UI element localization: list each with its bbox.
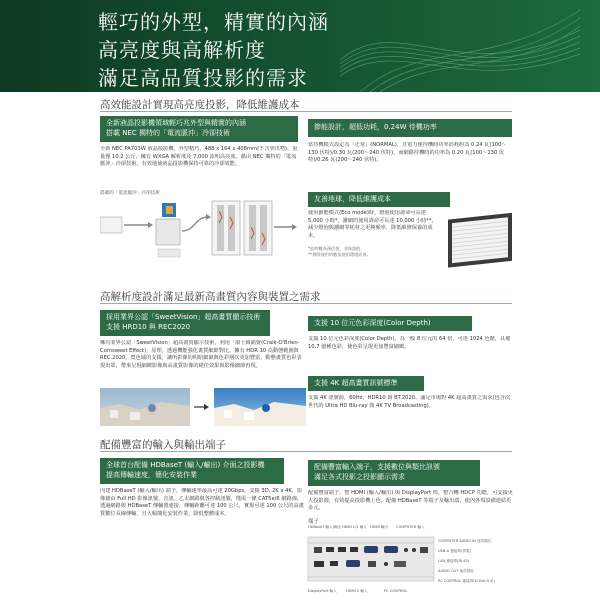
hero-line-1: 輕巧的外型，精實的內涵 bbox=[98, 10, 329, 34]
diagram-caption: 搭載的「電流脈沖」冷卻技術 bbox=[100, 191, 160, 196]
band-line: 搭載 NEC 獨特的「電流脈沖」冷卻技術 bbox=[106, 129, 230, 137]
section-rule bbox=[100, 451, 512, 452]
band-line: 滿足各式投影之投影顯示需求 bbox=[314, 473, 405, 481]
port-label-usb: USB-A 連接埠(供電) bbox=[438, 549, 471, 553]
feature-band-4k: 支援 4K 超高畫質訊號標準 bbox=[308, 376, 424, 391]
port-label-hdmi2: HDMI 2 輸入 bbox=[346, 589, 368, 593]
feature-band-eco: 友善地球，降低維護成本 bbox=[308, 192, 450, 207]
section-title-ports: 配備豐富的輸入與輸出端子 bbox=[100, 439, 226, 451]
port-label-lan: LAN 連接埠(RJ-45) bbox=[438, 559, 470, 563]
band-line: 支援 HRD10 與 REC2020 bbox=[106, 323, 191, 331]
comparison-photos bbox=[100, 388, 306, 426]
inputs-paragraph: 配備豐富端子，整 HDMI (輸入/輸出) 與 DisplayPort 埠，整合轉 HDCP 功能，可支援更大投影源，有效提高投影機上色，配備 HDBaseT 等端子及輸出端，使內各項設備連結更多元。 bbox=[308, 490, 513, 512]
4k-paragraph: 支援 4K 訊號源，60Hz，HDR10 與 BT.2020，滿足市場對 4K 超高畫質之需求(包含次世代的 Ultra HD Blu-ray 與 4K TV Broadcasting)。 bbox=[308, 395, 511, 409]
section-rule bbox=[100, 111, 512, 112]
port-label-computer-in: COMPUTER 輸入 bbox=[396, 525, 425, 529]
ports-panel bbox=[306, 523, 520, 600]
cooling-diagram bbox=[100, 197, 300, 259]
band-line: 配備豐富輸入端子，支援數位與類比訊號 bbox=[314, 463, 440, 471]
port-label-hdmi-out: HDMI 輸出 bbox=[370, 525, 388, 529]
band-line: 提高傳輸速度，簡化安裝作業 bbox=[106, 471, 197, 479]
feature-band-sweetvision bbox=[100, 310, 270, 336]
eco-note-2: **實際使用時數依使用環境而異。 bbox=[308, 252, 371, 257]
band-line: 採用業界公認「SweetVision」超高畫質顯示技術 bbox=[106, 313, 261, 321]
port-label-audio-out: AUDIO OUT 迷你插孔 bbox=[438, 569, 475, 573]
band-line: 全球首台配備 HDBaseT (輸入/輸出) 介面之投影機 bbox=[106, 461, 265, 469]
section-title-efficiency: 高效能設計實現高亮度投影，降低維護成本 bbox=[100, 99, 300, 111]
port-label-audio-in: COMPUTER AUDIO IN 迷你插孔 bbox=[438, 539, 492, 543]
ports-title: 端子 bbox=[308, 519, 319, 525]
eco-paragraph: 使用節能模式(Eco mode)時，燈泡使用壽命可長達 5,000 小時*，濾網的使用壽命可長達 10,000 小時**，減少燈泡與濾網等耗材之更換頻率，降低維修保養的成本。 bbox=[308, 210, 437, 239]
hero-line-3: 滿足高品質投影的需求 bbox=[98, 66, 308, 90]
rear-panel-illustration bbox=[306, 533, 436, 585]
sweetvision-paragraph: 擁有業界公認「SweetVision」超高畫質顯示技術，利用「康士維錯覺(Craik-O'Brien-Cornsweet Effect)」原理，透過機能強化畫質細節對比，擁有 HDR 10 高動態範圍與 REC.2020，寬色域的支援，讓所影像的明暗細節與色彩層次更加豐富，動態畫質色彩表現出眾，帶來呈現細緻影像與高畫質影像的絕佳效果與影像細節再現。 bbox=[100, 340, 302, 369]
feature-band-cooling bbox=[100, 116, 298, 142]
band-line: 全新液晶投影機領域輕巧兆外型與精實的內涵 bbox=[106, 119, 246, 127]
port-label-hdmi-in: HDMI 1/2 輸入 bbox=[342, 525, 367, 529]
section-rule bbox=[100, 303, 512, 304]
port-label-displayport: DisplayPort 輸入 bbox=[308, 589, 337, 593]
section-title-resolution: 高解析度設計滿足最新高畫質內容與裝置之需求 bbox=[100, 291, 321, 303]
port-label-pc-control: PC CONTROL bbox=[384, 589, 408, 593]
port-label-hdbaset: HDBaseT 輸入/輸出 bbox=[308, 525, 342, 529]
feature-band-color-depth: 支援 10 位元色彩深度(Color Depth) bbox=[308, 316, 472, 331]
feature-band-inputs bbox=[308, 460, 480, 486]
feature-band-hdbaset bbox=[100, 458, 284, 484]
feature-band-power: 節能設計，超低功耗，0.24W 待機功率 bbox=[308, 119, 512, 137]
cooling-paragraph: 全新 NEC PA703W 液晶投影機，外型精巧，488 x 164 x 408mm(不含突出物)，重量僅 10.2 公斤，擁有 WXGA 解析度及 7,000 流明高亮度。藉由 NEC 獨特的「電流脈沖」冷卻技術，有效地使液晶投影機保持可靠的冷卻效能。 bbox=[100, 146, 298, 168]
air-filter-image bbox=[444, 206, 516, 274]
hero-line-2: 高亮度與高解析度 bbox=[98, 38, 266, 62]
eco-note-1: *此時數為預估值，非保證值。 bbox=[308, 246, 365, 251]
color-depth-paragraph: 支援 10 位元色彩深度(Color Depth)，為一般 8 位元的 64 倍，可達 1024 色階，具備 10.7 億種色彩，使色彩呈現更加豐富細緻。 bbox=[308, 336, 511, 350]
power-paragraph: 當待機模式設定為「正常」(NORMAL)，且電力僅待機時功率消耗約為 0.24 瓦(100～130 伏特)/0.30 瓦(200～240 伏特)，而網路待機時的功率為 0.20 瓦(100～130 伏特)/0.26 瓦(200～240 伏特)。 bbox=[308, 142, 507, 164]
port-label-pc-control-right: PC CONTROL 連接埠(D-Sub 9 針) bbox=[438, 579, 496, 583]
wave-lines-decoration bbox=[340, 0, 580, 92]
hdbaset-paragraph: 內建 HDBaseT (輸入/輸出) 端子，傳輸速率最高可達 20Gbps，支援 3D, 2K x 4K，影像藉由 Full HD 影像訊號、音訊、乙太網路與各控制訊號，僅需一條 CAT5e/6 網路線，透過網路與 HDBaseT 傳輸器連接，傳輸距離可達 100 公尺，實現可達 100 公尺的高畫質數位長線傳輸，且大幅簡化安裝作業，降低整體成本。 bbox=[100, 488, 304, 517]
hero-banner bbox=[0, 0, 600, 92]
